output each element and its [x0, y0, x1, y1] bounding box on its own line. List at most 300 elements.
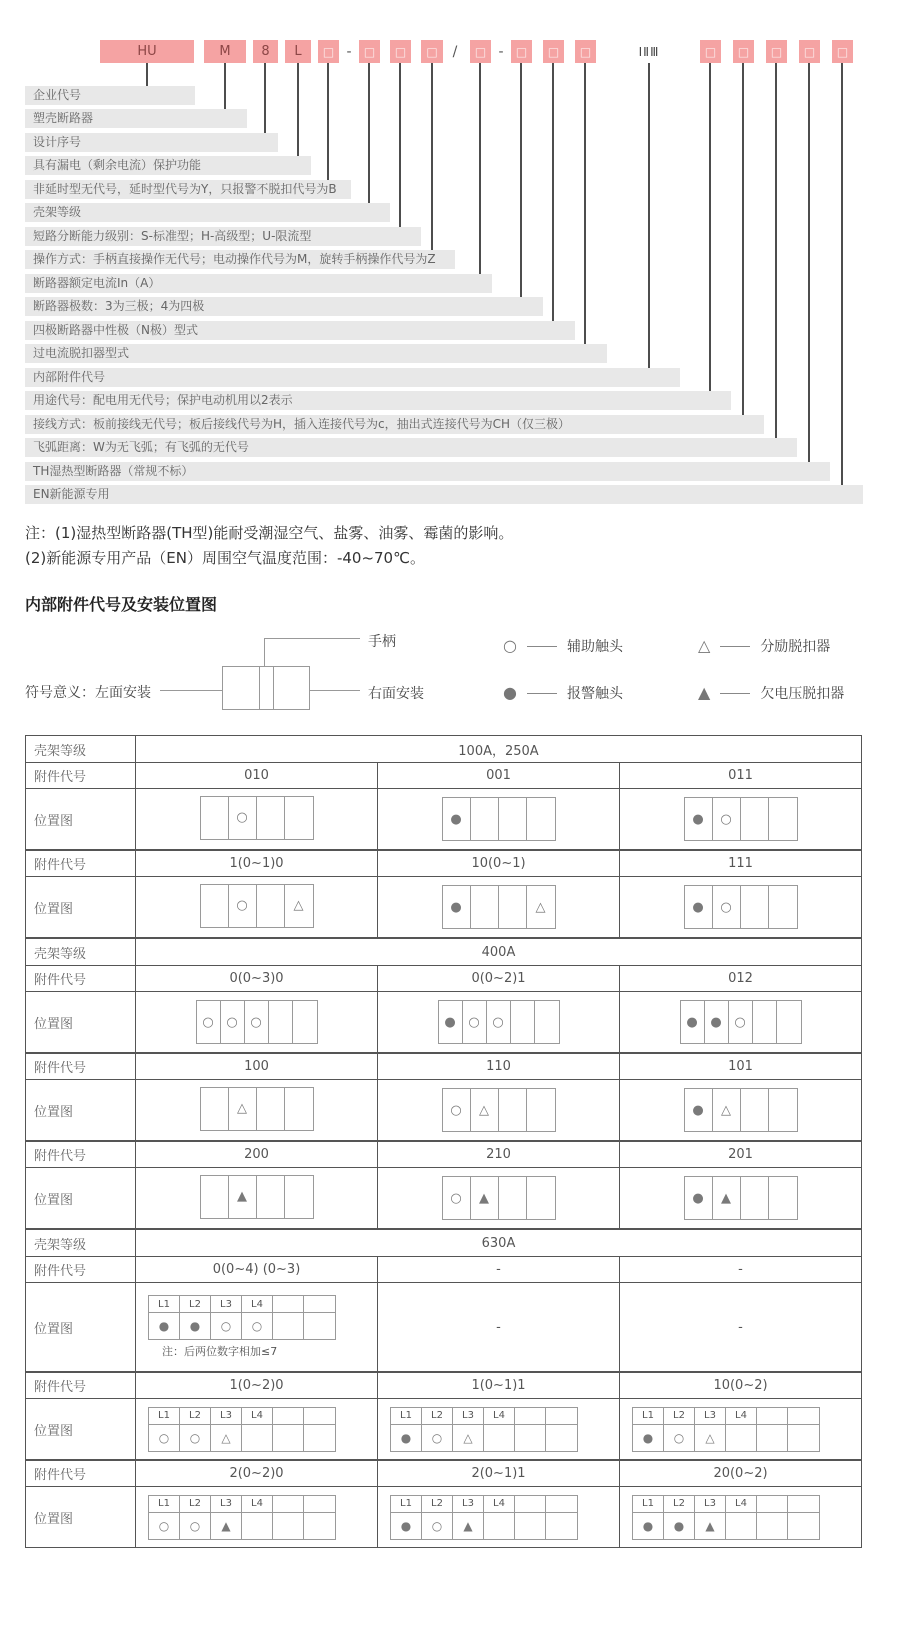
position-strip: [390, 1407, 578, 1452]
strip-cell: [499, 1177, 527, 1219]
strip-cell: △: [453, 1425, 484, 1451]
row-label: 壳架等级: [26, 938, 136, 966]
strip-cell: ○: [422, 1425, 453, 1451]
strip-cell: [242, 1513, 273, 1539]
handle-connector-vline: [264, 638, 265, 666]
strip-frame: [442, 885, 556, 929]
strip-cell: ●: [633, 1425, 664, 1451]
strip-frame: [148, 1407, 336, 1452]
legend-dash: [720, 646, 750, 647]
strip-cell: [273, 1296, 304, 1313]
position-diagram: [136, 1399, 378, 1461]
strip-cell: ○: [149, 1425, 180, 1451]
row-label: 位置图: [26, 1399, 136, 1461]
strip-cell: ●: [685, 886, 713, 928]
alarm-contact-icon: ●: [503, 683, 517, 702]
accessory-code-value: 012: [620, 966, 862, 992]
strip-cell: [484, 1425, 515, 1451]
legend-item-label: 辅助触头: [566, 639, 623, 655]
strip-cell: [788, 1408, 819, 1425]
section-title: 内部附件代号及安装位置图: [25, 595, 218, 614]
strip-cell: [788, 1425, 819, 1451]
row-label: 附件代号: [26, 1257, 136, 1283]
strip-cell: [201, 1176, 229, 1218]
strip-frame: [680, 1000, 802, 1044]
strip-cell: ●: [685, 1177, 713, 1219]
connector-line: [742, 63, 744, 415]
strip-cell: [273, 1408, 304, 1425]
strip-cell: [788, 1496, 819, 1513]
strip-frame: [684, 797, 798, 841]
legend-item-label: 报警触头: [566, 686, 623, 702]
position-diagram: [378, 1080, 620, 1142]
position-diagram: [378, 789, 620, 851]
strip-frame: [632, 1407, 820, 1452]
strip-cell: L4: [484, 1496, 515, 1513]
strip-cell: ●: [685, 798, 713, 840]
model-code-box: 8: [253, 40, 278, 63]
strip-cell: ●: [443, 886, 471, 928]
model-code-box: L: [285, 40, 311, 63]
strip-cell: ●: [633, 1513, 664, 1539]
dash-cell: -: [378, 1257, 620, 1283]
legend-breaker-box: [222, 666, 310, 710]
model-label-bar: 接线方式：板前接线无代号；板后接线代号为H，插入连接代号为c，抽出式连接代号为CH（仅三极）: [25, 415, 764, 434]
strip-cell: L2: [180, 1408, 211, 1425]
accessory-code-value: 0(0~4) (0~3): [136, 1257, 378, 1283]
legend-dash: [720, 693, 750, 694]
connector-line: [146, 63, 148, 86]
position-strip: [632, 1407, 820, 1452]
strip-frame: [148, 1495, 336, 1540]
model-label-bar: 壳架等级: [25, 203, 390, 222]
strip-cell: [546, 1513, 577, 1539]
model-label-bar: 飞弧距离：W为无飞弧；有飞弧的无代号: [25, 438, 797, 457]
strip-cell: [741, 798, 769, 840]
strip-cell: L2: [664, 1408, 695, 1425]
strip-cell: [499, 1089, 527, 1131]
accessory-code-value: 2(0~1)1: [378, 1460, 620, 1487]
dash-cell: -: [620, 1257, 862, 1283]
strip-cell: [769, 1177, 797, 1219]
strip-cell: [546, 1408, 577, 1425]
frame-level-value: 630A: [136, 1229, 862, 1257]
position-diagram: [136, 877, 378, 939]
position-strip: [442, 797, 556, 841]
position-diagram: [378, 1487, 620, 1548]
strip-cell: △: [535, 899, 546, 915]
position-strip: [442, 1176, 556, 1220]
accessory-code-value: 1(0~1)0: [136, 850, 378, 877]
model-label-bar: 断路器额定电流In（A）: [25, 274, 492, 293]
position-diagram: [620, 877, 862, 939]
frame-level-value: 400A: [136, 938, 862, 966]
position-diagram: [620, 1487, 862, 1548]
position-strip: [442, 1088, 556, 1132]
strip-cell: L2: [180, 1296, 211, 1313]
legend-breaker-divider: [259, 667, 260, 709]
strip-cell: L1: [633, 1408, 664, 1425]
model-code-placeholder: □: [575, 40, 596, 63]
accessory-code-value: 201: [620, 1141, 862, 1168]
legend-item-label: 分励脱扣器: [760, 639, 831, 655]
strip-cell: [273, 1513, 304, 1539]
strip-cell: [304, 1313, 335, 1339]
position-strip: [684, 1088, 798, 1132]
strip-frame: [442, 797, 556, 841]
aux-contact-icon: ○: [503, 636, 517, 655]
strip-cell: [527, 1177, 555, 1219]
connector-line: [808, 63, 810, 462]
model-code-placeholder: □: [700, 40, 721, 63]
position-diagram: [620, 1399, 862, 1461]
model-label-bar: 断路器极数：3为三极；4为四极: [25, 297, 543, 316]
strip-cell: [269, 1001, 293, 1043]
connector-line: [520, 63, 522, 297]
row-label: 附件代号: [26, 1460, 136, 1487]
strip-frame: [632, 1495, 820, 1540]
position-diagram: [378, 1168, 620, 1230]
strip-cell: [741, 886, 769, 928]
strip-cell: [527, 798, 555, 840]
accessory-code-value: 011: [620, 763, 862, 789]
position-diagram: [378, 877, 620, 939]
strip-cell: [788, 1513, 819, 1539]
handle-connector-hline: [264, 638, 360, 639]
model-label-bar: 非延时型无代号，延时型代号为Y，只报警不脱扣代号为B: [25, 180, 351, 199]
strip-cell: [257, 1176, 285, 1218]
strip-cell: L2: [664, 1496, 695, 1513]
strip-cell: [769, 1089, 797, 1131]
strip-cell: ○: [422, 1513, 453, 1539]
strip-cell: ○: [664, 1425, 695, 1451]
model-code-box: HU: [100, 40, 194, 63]
strip-cell: ○: [443, 1089, 471, 1131]
position-diagram: [620, 789, 862, 851]
row-label: 位置图: [26, 1168, 136, 1230]
model-label-bar: 四极断路器中性极（N极）型式: [25, 321, 575, 340]
row-label: 附件代号: [26, 763, 136, 789]
model-code-separator: -: [346, 43, 352, 60]
strip-cell: [285, 1176, 313, 1218]
strip-cell: [515, 1513, 546, 1539]
model-label-bar: 内部附件代号: [25, 368, 680, 387]
row-label: 附件代号: [26, 1372, 136, 1399]
strip-cell: ▲: [695, 1513, 726, 1539]
strip-cell: ○: [180, 1425, 211, 1451]
position-diagram: [136, 1487, 378, 1548]
strip-cell: △: [695, 1425, 726, 1451]
strip-cell: L3: [453, 1408, 484, 1425]
position-strip: [200, 796, 314, 843]
strip-cell: ▲: [713, 1177, 741, 1219]
position-strip: [684, 885, 798, 929]
model-code-placeholder: □: [421, 40, 443, 63]
strip-cell: [304, 1296, 335, 1313]
position-strip: [684, 797, 798, 841]
model-label-bar: 用途代号：配电用无代号；保护电动机用以2表示: [25, 391, 731, 410]
row-label: 位置图: [26, 877, 136, 939]
strip-cell: L2: [180, 1496, 211, 1513]
strip-cell: ○: [443, 1177, 471, 1219]
connector-line: [368, 63, 370, 203]
strip-cell: L4: [242, 1296, 273, 1313]
note-line-2: (2)新能源专用产品（EN）周围空气温度范围：-40~70℃。: [25, 549, 425, 567]
accessory-code-value: 010: [136, 763, 378, 789]
connector-line: [327, 63, 329, 180]
strip-cell: [726, 1513, 757, 1539]
connector-line: [552, 63, 554, 321]
strip-cell: [769, 798, 797, 840]
strip-cell: L2: [422, 1408, 453, 1425]
model-code-roman: ⅠⅡⅢ: [638, 44, 660, 59]
strip-frame: [200, 796, 314, 840]
strip-cell: ●: [180, 1313, 211, 1339]
strip-cell: [257, 885, 285, 927]
legend-breaker-divider: [273, 667, 274, 709]
strip-cell: [726, 1425, 757, 1451]
model-label-bar: 企业代号: [25, 86, 195, 105]
strip-cell: [257, 797, 285, 839]
strip-cell: L1: [149, 1496, 180, 1513]
position-strip: [390, 1495, 578, 1540]
connector-line: [479, 63, 481, 274]
model-code-placeholder: □: [390, 40, 411, 63]
strip-frame: [196, 1000, 318, 1044]
strip-cell: [757, 1513, 788, 1539]
strip-cell: [273, 1496, 304, 1513]
position-strip: [196, 1000, 318, 1044]
accessory-code-value: 100: [136, 1053, 378, 1080]
legend-dash: [527, 646, 557, 647]
strip-cell: [527, 1089, 555, 1131]
strip-cell: [484, 1513, 515, 1539]
connector-line: [399, 63, 401, 227]
strip-cell: [499, 886, 527, 928]
strip-cell: △: [229, 1088, 257, 1130]
strip-cell: [201, 885, 229, 927]
strip-cell: ○: [149, 1513, 180, 1539]
connector-line: [584, 63, 586, 344]
strip-cell: L4: [726, 1496, 757, 1513]
accessory-code-value: 001: [378, 763, 620, 789]
position-diagram: [620, 1080, 862, 1142]
strip-cell: L1: [149, 1296, 180, 1313]
model-label-bar: TH湿热型断路器（常规不标）: [25, 462, 830, 481]
connector-line: [431, 63, 433, 250]
model-label-bar: 操作方式：手柄直接操作无代号；电动操作代号为M，旋转手柄操作代号为Z: [25, 250, 455, 269]
strip-cell: [535, 1001, 559, 1043]
strip-cell: [304, 1408, 335, 1425]
legend-item: [698, 636, 830, 656]
model-code-placeholder: □: [799, 40, 820, 63]
strip-cell: L4: [242, 1408, 273, 1425]
model-label-bar: EN新能源专用: [25, 485, 863, 504]
strip-cell: [471, 886, 499, 928]
strip-frame: [442, 1088, 556, 1132]
position-strip: [148, 1407, 336, 1452]
position-diagram: [136, 789, 378, 851]
strip-cell: ○: [487, 1001, 511, 1043]
strip-cell: [257, 1088, 285, 1130]
strip-cell: L4: [484, 1408, 515, 1425]
model-code-separator: -: [498, 43, 504, 60]
legend-item-label: 欠电压脱扣器: [760, 686, 845, 702]
strip-frame: [390, 1495, 578, 1540]
strip-frame: [684, 885, 798, 929]
strip-cell: [499, 798, 527, 840]
legend-item: [503, 636, 623, 656]
strip-cell: [741, 1177, 769, 1219]
strip-cell: [471, 798, 499, 840]
strip-cell: ●: [391, 1513, 422, 1539]
undervoltage-release-icon: ▲: [698, 683, 711, 702]
model-label-bar: 过电流脱扣器型式: [25, 344, 607, 363]
strip-frame: [200, 1175, 314, 1219]
strip-cell: [511, 1001, 535, 1043]
accessory-code-value: 10(0~1): [378, 850, 620, 877]
strip-cell: ●: [439, 1001, 463, 1043]
position-diagram: [378, 992, 620, 1054]
position-diagram: [136, 992, 378, 1054]
strip-cell: ○: [245, 1001, 269, 1043]
row-label: 壳架等级: [26, 1229, 136, 1257]
legend-right-install-label: 右面安装: [368, 686, 424, 702]
strip-cell: L1: [633, 1496, 664, 1513]
model-label-bar: 短路分断能力级别：S-标准型；H-高级型；U-限流型: [25, 227, 421, 246]
accessory-code-value: 2(0~2)0: [136, 1460, 378, 1487]
strip-cell: L1: [391, 1408, 422, 1425]
strip-cell: [753, 1001, 777, 1043]
strip-cell: ○: [229, 797, 257, 839]
model-code-placeholder: □: [359, 40, 380, 63]
strip-cell: L1: [391, 1496, 422, 1513]
model-label-bar: 具有漏电（剩余电流）保护功能: [25, 156, 311, 175]
strip-frame: [200, 1087, 314, 1131]
strip-frame: [200, 884, 314, 928]
strip-cell: [201, 797, 229, 839]
connector-line: [841, 63, 843, 485]
position-strip: [680, 1000, 802, 1044]
strip-frame: [684, 1176, 798, 1220]
strip-cell: L3: [695, 1496, 726, 1513]
model-code-separator: /: [452, 43, 458, 60]
model-code-box: M: [204, 40, 246, 63]
row-label: 附件代号: [26, 966, 136, 992]
strip-cell: △: [471, 1089, 499, 1131]
strip-cell: ○: [229, 885, 257, 927]
strip-cell: L3: [211, 1408, 242, 1425]
accessory-code-value: 1(0~2)0: [136, 1372, 378, 1399]
strip-cell: [546, 1425, 577, 1451]
accessory-code-value: 200: [136, 1141, 378, 1168]
strip-cell: [741, 1089, 769, 1131]
row-label: 壳架等级: [26, 736, 136, 763]
dash-cell: -: [378, 1283, 620, 1373]
legend-item: [503, 683, 623, 703]
dash-cell: -: [620, 1283, 862, 1373]
row-label: 位置图: [26, 992, 136, 1054]
accessory-code-value: 110: [378, 1053, 620, 1080]
position-diagram: [620, 1168, 862, 1230]
strip-cell: ○: [242, 1313, 273, 1339]
model-code-placeholder: □: [470, 40, 491, 63]
frame-level-value: 100A，250A: [136, 736, 862, 763]
position-diagram: [136, 1080, 378, 1142]
row-label: 附件代号: [26, 1141, 136, 1168]
strip-frame: [148, 1295, 336, 1340]
strip-cell: [285, 1088, 313, 1130]
strip-cell: ●: [664, 1513, 695, 1539]
strip-frame: [390, 1407, 578, 1452]
accessory-code-value: 101: [620, 1053, 862, 1080]
accessory-table: [25, 735, 862, 1548]
strip-cell: ●: [443, 798, 471, 840]
strip-cell: [515, 1425, 546, 1451]
legend-handle-label: 手柄: [368, 634, 396, 650]
strip-cell: [757, 1425, 788, 1451]
strip-cell: [769, 886, 797, 928]
right-install-connector: [310, 690, 360, 691]
strip-cell: [201, 1088, 229, 1130]
position-strip: [200, 884, 314, 931]
row-label: 位置图: [26, 1283, 136, 1373]
legend-item: [698, 683, 844, 703]
position-diagram: [378, 1399, 620, 1461]
strip-cell: L2: [422, 1496, 453, 1513]
strip-cell: L3: [695, 1408, 726, 1425]
row-label: 位置图: [26, 1080, 136, 1142]
strip-cell: ●: [685, 1089, 713, 1131]
connector-line: [297, 63, 299, 156]
strip-cell: ▲: [453, 1513, 484, 1539]
strip-cell: [515, 1408, 546, 1425]
strip-cell: △: [713, 1089, 741, 1131]
model-label-bar: 设计序号: [25, 133, 278, 152]
connector-line: [224, 63, 226, 109]
strip-cell: [304, 1496, 335, 1513]
strip-frame: [442, 1176, 556, 1220]
strip-frame: [438, 1000, 560, 1044]
shunt-release-icon: △: [698, 636, 711, 655]
legend-dash: [527, 693, 557, 694]
accessory-code-value: 10(0~2): [620, 1372, 862, 1399]
strip-cell: ○: [180, 1513, 211, 1539]
model-code-placeholder: □: [318, 40, 339, 63]
strip-cell: [757, 1496, 788, 1513]
strip-cell: [515, 1496, 546, 1513]
strip-note: 注：后两位数字相加≤7: [162, 1345, 278, 1358]
model-code-placeholder: □: [766, 40, 787, 63]
accessory-code-value: 20(0~2): [620, 1460, 862, 1487]
model-label-bar: 塑壳断路器: [25, 109, 247, 128]
model-code-placeholder: □: [543, 40, 564, 63]
legend-connector-line: [160, 690, 222, 691]
strip-cell: ○: [463, 1001, 487, 1043]
strip-cell: [546, 1496, 577, 1513]
strip-cell: [293, 1001, 317, 1043]
strip-cell: [757, 1408, 788, 1425]
strip-cell: [777, 1001, 801, 1043]
strip-cell: ○: [211, 1313, 242, 1339]
position-diagram: [136, 1283, 378, 1373]
connector-line: [709, 63, 711, 391]
strip-cell: [285, 797, 313, 839]
position-strip: [148, 1495, 336, 1540]
row-label: 附件代号: [26, 850, 136, 877]
strip-cell: ▲: [229, 1176, 257, 1218]
strip-cell: L3: [453, 1496, 484, 1513]
